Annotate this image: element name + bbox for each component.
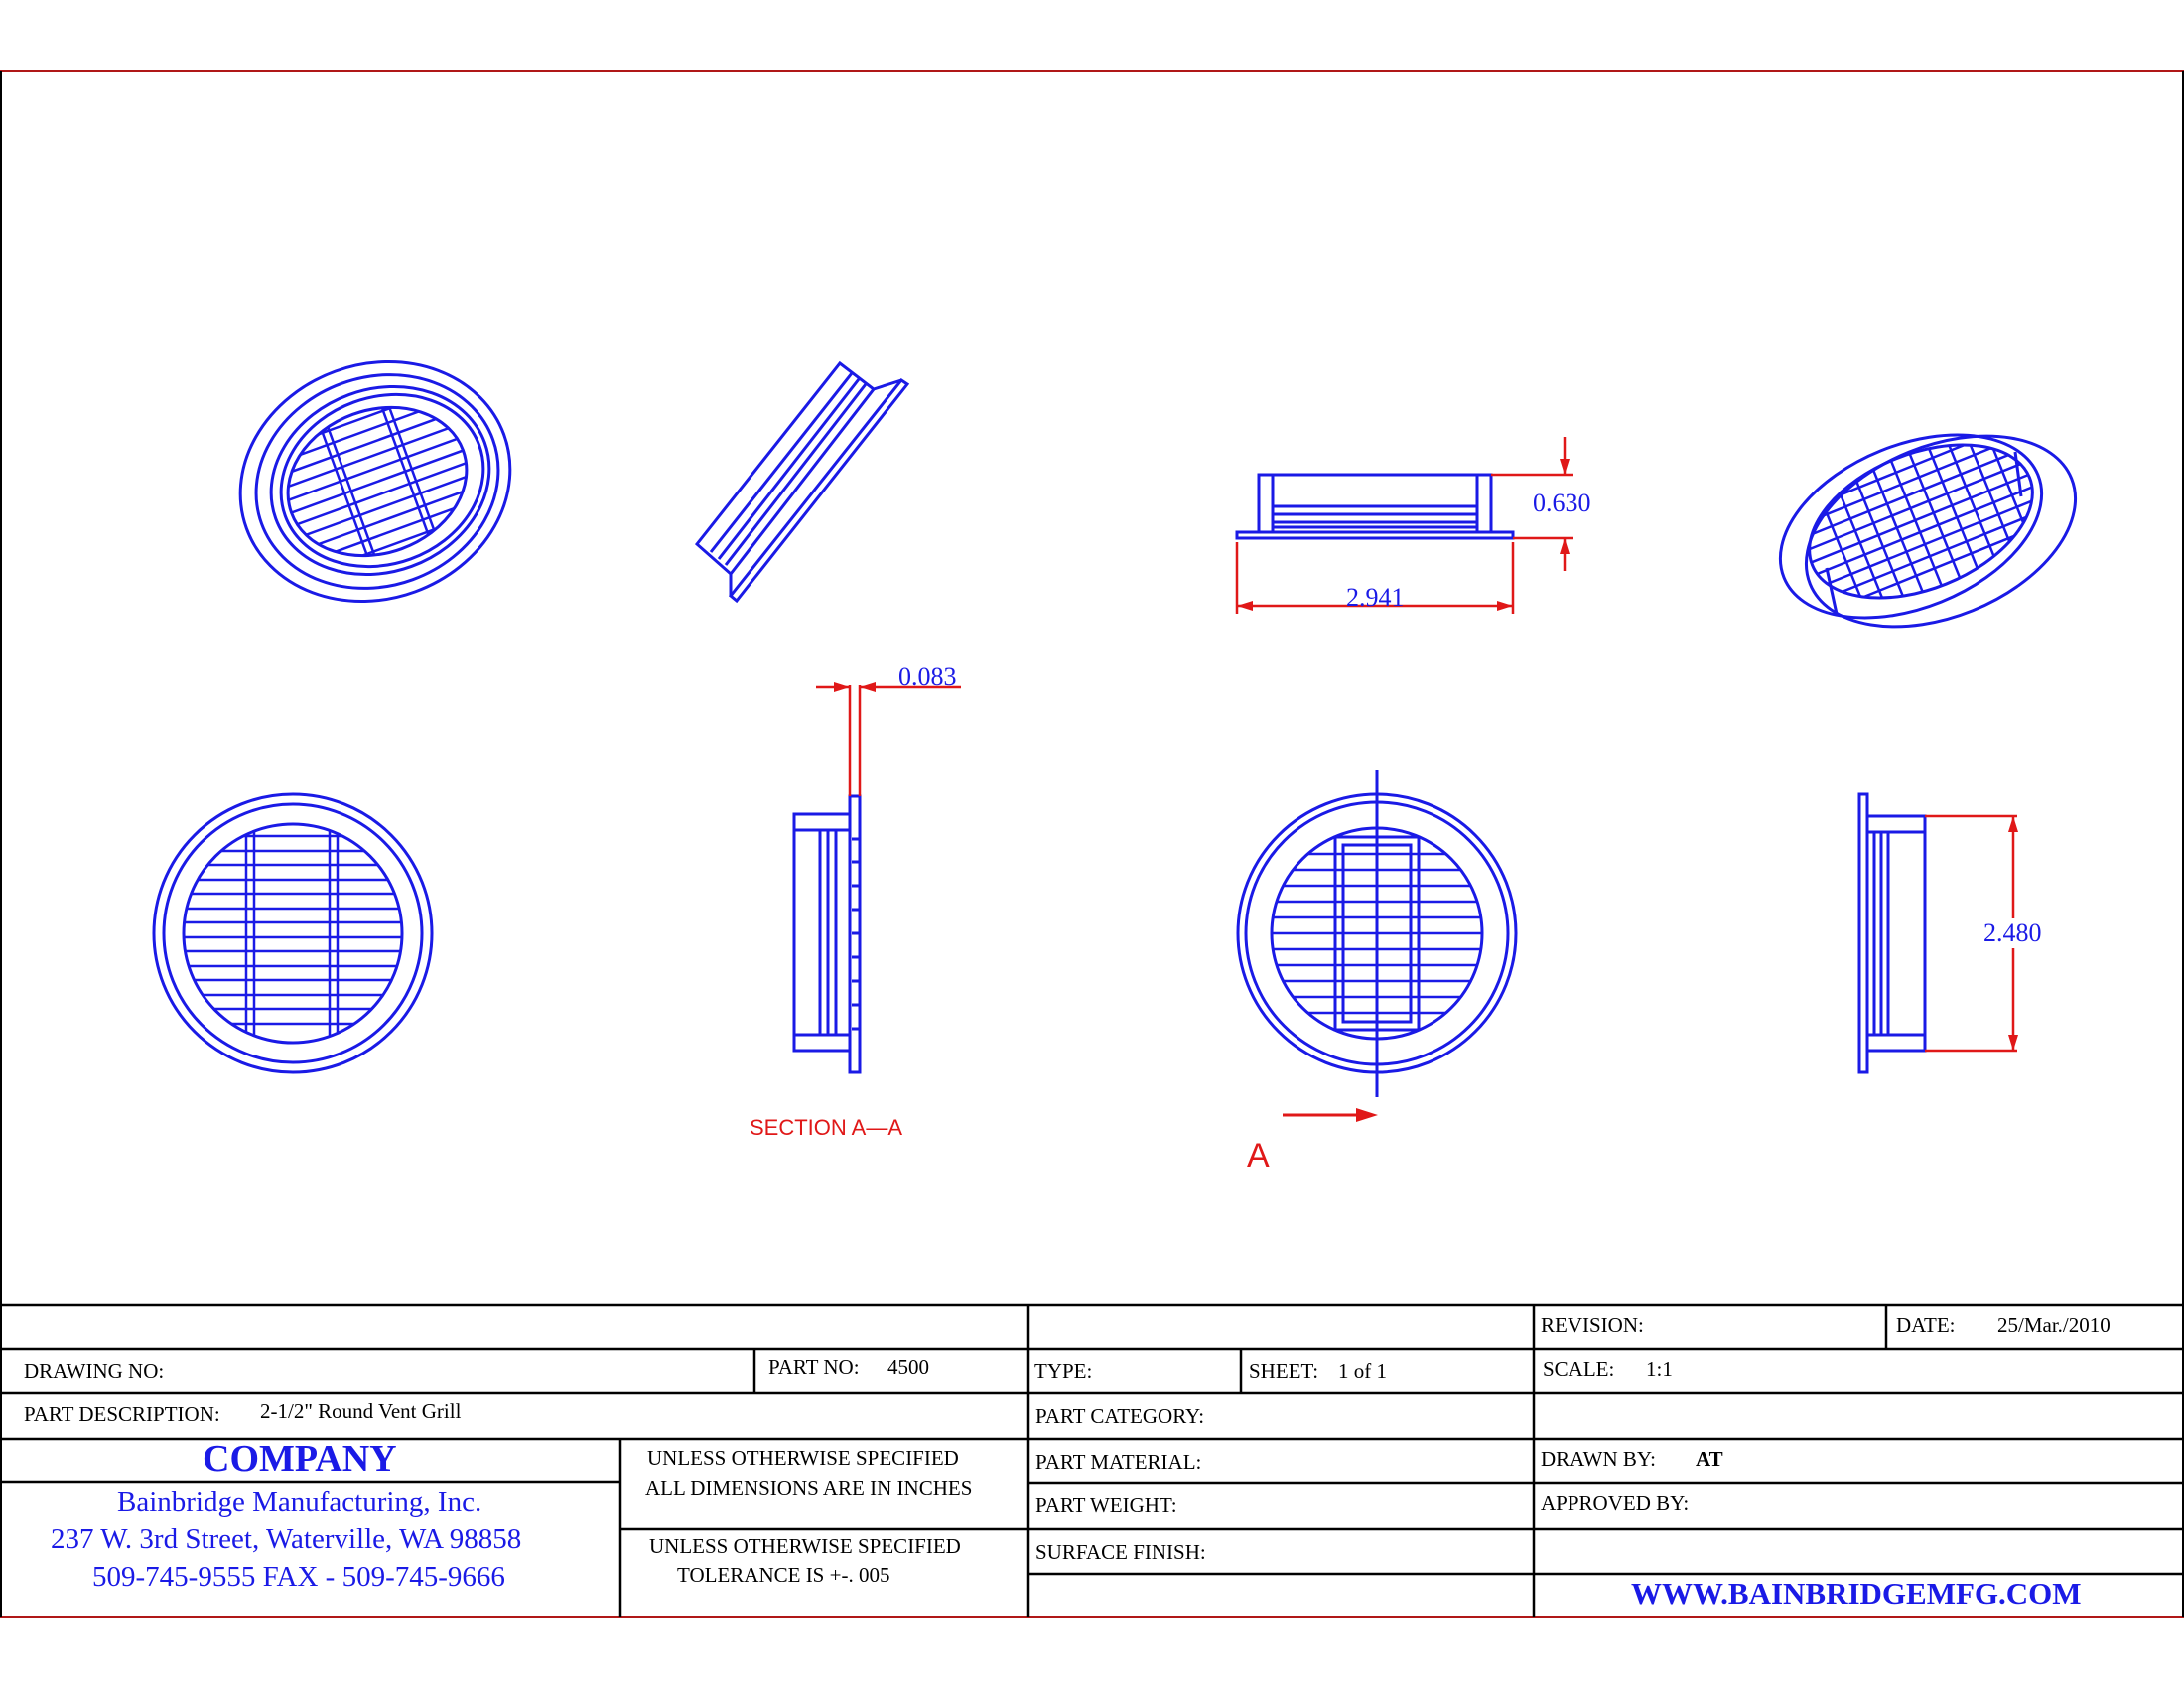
top-view — [154, 794, 432, 1072]
tolerance-note-line1: UNLESS OTHERWISE SPECIFIED — [649, 1534, 961, 1558]
elevation-view — [1237, 475, 1513, 538]
part-no-value: 4500 — [887, 1355, 929, 1379]
dimension-height-label: 0.630 — [1533, 489, 1591, 517]
type-label: TYPE: — [1034, 1359, 1093, 1383]
front-view — [1238, 770, 1516, 1097]
revision-label: REVISION: — [1541, 1313, 1644, 1336]
section-label: SECTION A—A — [750, 1115, 903, 1140]
company-address: 237 W. 3rd Street, Waterville, WA 98858 — [51, 1523, 522, 1555]
isometric-view-front — [206, 325, 544, 638]
dimensions-note-line2: ALL DIMENSIONS ARE IN INCHES — [645, 1477, 973, 1500]
section-view — [794, 796, 860, 1072]
company-phone: 509-745-9555 FAX - 509-745-9666 — [92, 1561, 505, 1593]
dimension-thickness — [816, 682, 961, 796]
sheet-value: 1 of 1 — [1338, 1359, 1387, 1383]
company-name: Bainbridge Manufacturing, Inc. — [117, 1486, 482, 1518]
part-category-label: PART CATEGORY: — [1035, 1404, 1205, 1428]
drawn-by-label: DRAWN BY: — [1541, 1447, 1656, 1471]
company-heading: COMPANY — [203, 1438, 397, 1479]
part-weight-label: PART WEIGHT: — [1035, 1493, 1177, 1517]
drawing-no-label: DRAWING NO: — [24, 1359, 165, 1383]
part-material-label: PART MATERIAL: — [1035, 1450, 1202, 1474]
cut-label: A — [1247, 1137, 1270, 1175]
cut-arrow — [1283, 1108, 1378, 1122]
scale-label: SCALE: — [1543, 1357, 1615, 1381]
dimension-width-label: 2.941 — [1346, 583, 1405, 612]
part-description-label: PART DESCRIPTION: — [24, 1402, 220, 1426]
approved-by-label: APPROVED BY: — [1541, 1491, 1690, 1515]
date-label: DATE: — [1896, 1313, 1956, 1336]
isometric-view-side — [697, 363, 907, 601]
scale-value: 1:1 — [1646, 1357, 1673, 1381]
date-value: 25/Mar./2010 — [1997, 1313, 2111, 1336]
website-link[interactable]: WWW.BAINBRIDGEMFG.COM — [1631, 1576, 2082, 1611]
dimensions-note-line1: UNLESS OTHERWISE SPECIFIED — [647, 1446, 959, 1470]
tolerance-note-line2: TOLERANCE IS +-. 005 — [677, 1563, 890, 1587]
drawn-by-value: AT — [1696, 1447, 1723, 1471]
isometric-view-back — [1753, 399, 2104, 663]
part-no-label: PART NO: — [768, 1355, 860, 1379]
sheet-label: SHEET: — [1249, 1359, 1319, 1383]
sheet-border — [0, 71, 2184, 1617]
surface-finish-label: SURFACE FINISH: — [1035, 1540, 1206, 1564]
dimension-thickness-label: 0.083 — [898, 662, 957, 691]
part-description-value: 2-1/2" Round Vent Grill — [260, 1399, 462, 1423]
side-view — [1859, 794, 1925, 1072]
dimension-diameter-label: 2.480 — [1983, 918, 2042, 947]
